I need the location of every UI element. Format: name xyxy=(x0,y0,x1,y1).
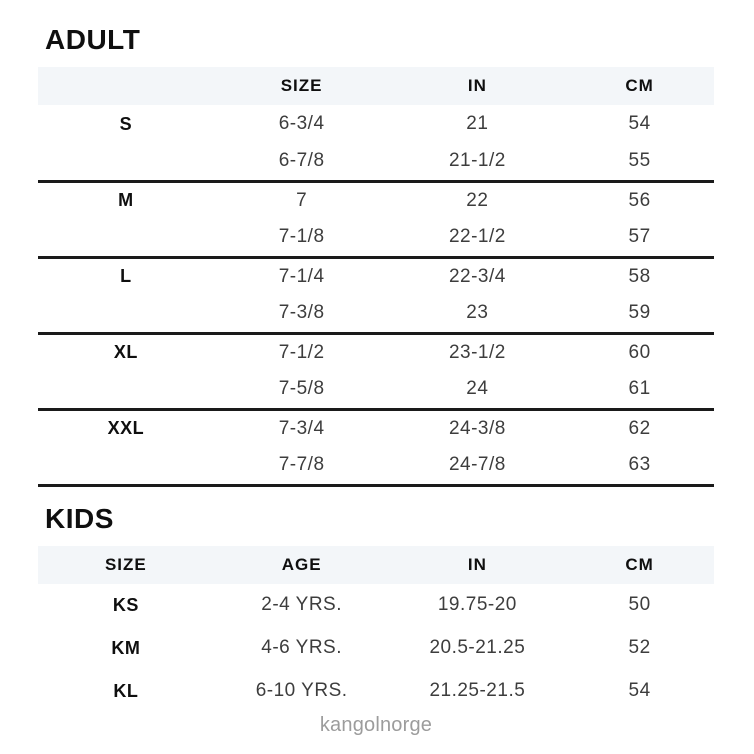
table-row xyxy=(38,143,714,181)
kids-section-title: KIDS xyxy=(45,502,114,534)
kids-header-size: SIZE xyxy=(38,546,214,584)
age-cell: 2-4 YRS. xyxy=(261,594,342,615)
kids-size-label: KM xyxy=(111,637,141,658)
size-group-label: M xyxy=(38,181,214,219)
empty-cell xyxy=(38,295,214,333)
table-row xyxy=(38,257,714,295)
table-row xyxy=(38,447,714,485)
kids-size-table xyxy=(38,546,714,713)
hat-size-cell: 7-7/8 xyxy=(214,447,390,485)
empty-cell xyxy=(38,371,214,409)
cm-cell: 59 xyxy=(628,302,651,324)
size-group-label: S xyxy=(119,113,133,134)
adult-section-title: ADULT xyxy=(45,24,141,55)
kids-size-label: KS xyxy=(112,594,139,615)
hat-size-cell: 6-3/4 xyxy=(278,113,325,134)
kids-table-header-row xyxy=(38,546,714,584)
table-row xyxy=(38,670,714,713)
hat-size-cell: 7-3/4 xyxy=(214,409,390,447)
kids-size-label: KL xyxy=(113,680,139,701)
hat-size-cell: 7 xyxy=(214,181,390,219)
inches-cell: 23-1/2 xyxy=(390,333,566,371)
inches-cell: 22-3/4 xyxy=(390,257,566,295)
inches-cell: 22-1/2 xyxy=(448,226,506,248)
size-group-label: L xyxy=(38,257,214,295)
cm-cell: 63 xyxy=(565,447,714,485)
empty-cell xyxy=(38,447,214,485)
adult-header-in: IN xyxy=(390,67,566,105)
kids-header-in: IN xyxy=(390,546,566,584)
cm-cell: 54 xyxy=(628,113,651,134)
inches-cell: 20.5-21.25 xyxy=(429,637,526,658)
size-group-label: XXL xyxy=(38,409,214,447)
adult-header-blank xyxy=(38,67,214,105)
adult-header-size: SIZE xyxy=(214,67,390,105)
hat-size-cell: 7-1/8 xyxy=(278,226,325,248)
adult-size-table xyxy=(38,67,714,487)
table-row xyxy=(38,219,714,257)
brand-watermark: kangolnorge xyxy=(319,713,433,736)
inches-cell: 24 xyxy=(466,378,489,400)
cm-cell: 52 xyxy=(628,637,651,658)
table-row xyxy=(38,584,714,627)
table-row xyxy=(38,371,714,409)
hat-size-cell: 7-5/8 xyxy=(278,378,325,400)
table-row xyxy=(38,333,714,371)
table-row xyxy=(38,409,714,447)
adult-header-cm: CM xyxy=(565,67,714,105)
age-cell: 6-10 YRS. xyxy=(255,680,348,701)
inches-cell: 24-3/8 xyxy=(390,409,566,447)
cm-cell: 60 xyxy=(565,333,714,371)
empty-cell xyxy=(38,143,214,181)
hat-size-cell: 6-7/8 xyxy=(278,150,325,172)
inches-cell: 21 xyxy=(466,113,489,134)
inches-cell: 24-7/8 xyxy=(390,447,566,485)
cm-cell: 54 xyxy=(628,680,651,701)
age-cell: 4-6 YRS. xyxy=(261,637,342,658)
cm-cell: 61 xyxy=(628,378,651,400)
inches-cell: 22 xyxy=(390,181,566,219)
empty-cell xyxy=(38,219,214,257)
kids-header-cm: CM xyxy=(565,546,714,584)
table-row xyxy=(38,105,714,143)
cm-cell: 58 xyxy=(565,257,714,295)
hat-size-cell: 7-3/8 xyxy=(278,302,325,324)
size-group-label: XL xyxy=(38,333,214,371)
inches-cell: 21.25-21.5 xyxy=(429,680,526,701)
table-row xyxy=(38,295,714,333)
cm-cell: 57 xyxy=(628,226,651,248)
table-row xyxy=(38,181,714,219)
inches-cell: 23 xyxy=(466,302,489,324)
hat-size-cell: 7-1/4 xyxy=(214,257,390,295)
adult-table-header-row xyxy=(38,67,714,105)
inches-cell: 21-1/2 xyxy=(448,150,506,172)
table-row xyxy=(38,627,714,670)
cm-cell: 55 xyxy=(628,150,651,172)
cm-cell: 50 xyxy=(628,594,651,615)
inches-cell: 19.75-20 xyxy=(437,594,517,615)
kids-header-age: AGE xyxy=(214,546,390,584)
cm-cell: 62 xyxy=(565,409,714,447)
cm-cell: 56 xyxy=(565,181,714,219)
hat-size-cell: 7-1/2 xyxy=(214,333,390,371)
